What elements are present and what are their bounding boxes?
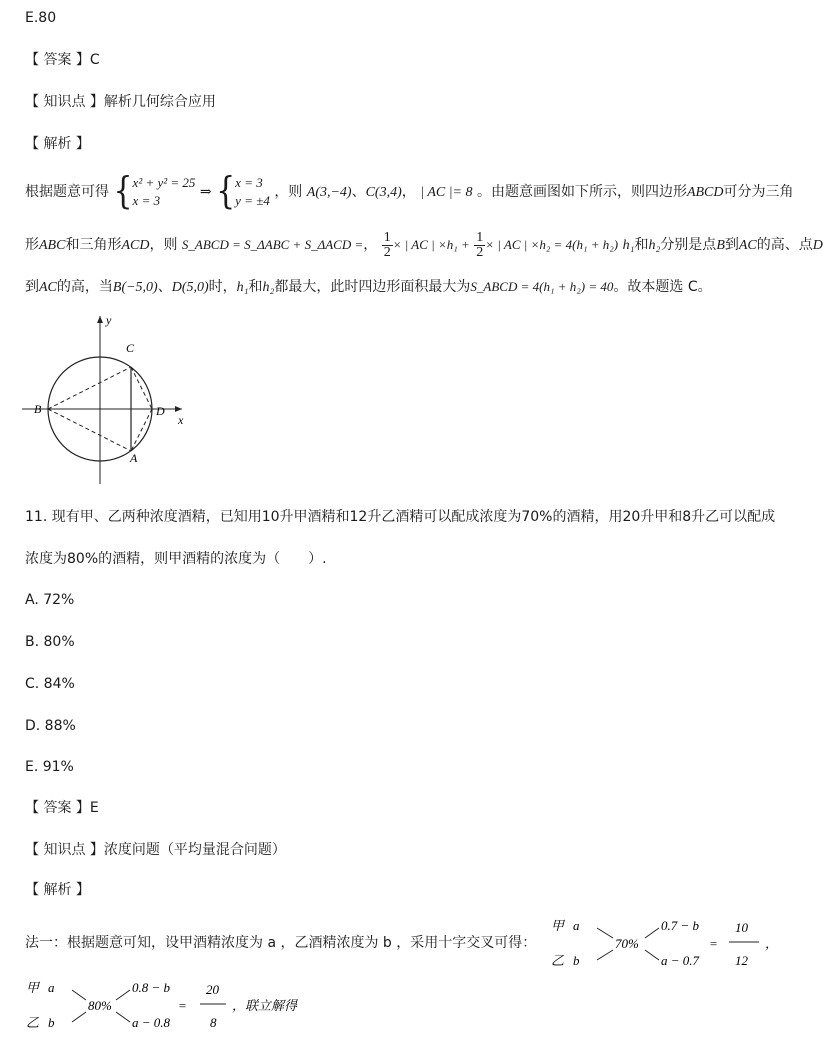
analysis-label-11: 【 解析 】	[25, 882, 90, 898]
option-a: A. 72%	[25, 592, 75, 608]
svg-text:甲: 甲	[551, 918, 565, 933]
equation-system-2: x = 3 y = ±4	[235, 175, 270, 208]
segment-ba	[48, 409, 131, 451]
ac-length: | AC |= 8	[420, 185, 473, 200]
svg-text:b: b	[48, 1015, 55, 1030]
label-b: B	[34, 402, 42, 416]
point-a-coord: A(3,−4)	[306, 185, 352, 200]
svg-text:70%: 70%	[615, 936, 639, 951]
cross-diagram-2	[20, 974, 320, 1036]
knowledge-prev: 【 知识点 】解析几何综合应用	[25, 94, 216, 110]
answer-11: 【 答案 】E	[25, 800, 99, 816]
svg-text:0.8 − b: 0.8 − b	[132, 980, 171, 995]
area-equation: S_ABCD = S_ΔABC + S_ΔACD =	[181, 237, 364, 252]
svg-text:a: a	[48, 980, 55, 995]
label-c: C	[126, 341, 135, 355]
svg-text:，: ，	[765, 936, 779, 951]
option-d: D. 88%	[25, 718, 76, 734]
label-y: y	[106, 313, 112, 327]
svg-text:8: 8	[210, 1015, 217, 1030]
analysis-para-1: 根据题意可得 { x² + y² = 25 x = 3 ⇒ { x = 3 y = ±4 ，则 A(3,−4)、C(3,4)， | AC |= 8 。由题意画图如下所示，则四边形ABCD可分为三角	[25, 169, 794, 214]
svg-text:12: 12	[735, 953, 748, 968]
knowledge-11: 【 知识点 】浓度问题（平均量混合问题）	[25, 842, 286, 858]
point-c-coord: C(3,4)	[365, 185, 402, 200]
svg-text:20: 20	[206, 982, 219, 997]
option-c: C. 84%	[25, 676, 75, 692]
cross-diagram-1	[545, 912, 785, 974]
svg-text:=: =	[709, 936, 718, 951]
svg-text:0.7 − b: 0.7 − b	[661, 918, 700, 933]
label-x: x	[178, 413, 184, 427]
implies-arrow: ⇒	[199, 185, 212, 200]
svg-text:甲: 甲	[26, 980, 40, 995]
analysis-label-prev: 【 解析 】	[25, 136, 90, 152]
circle-quadrilateral-figure	[22, 312, 197, 492]
svg-text:乙: 乙	[551, 953, 565, 968]
analysis-para-3: 到AC的高，当B(−5,0)、D(5,0)时，h₁和h₂都最大，此时四边形面积最大为S_ABCD = 4(h₁ + h₂) = 40。故本题选 C。	[25, 279, 712, 295]
label-d: D	[156, 404, 165, 418]
option-e-prev: E.80	[25, 10, 57, 26]
answer-prev: 【 答案 】C	[25, 52, 100, 68]
svg-text:a: a	[573, 918, 580, 933]
option-b: B. 80%	[25, 634, 75, 650]
question-11-line-2: 浓度为80%的酒精，则甲酒精的浓度为（ ）.	[25, 551, 327, 567]
analysis-para-2: 形ABC和三角形ACD，则 S_ABCD = S_ΔABC + S_ΔACD =， $\frac{1}{2}$ × | AC | ×h₁ + $\frac{1}{2}$ × | AC | ×h₂ = 4(h₁ + h₂) h₁和h₂分别是点B到AC的高、点D	[25, 229, 823, 260]
svg-text:，联立解得: ，联立解得	[232, 999, 298, 1014]
method-1-text: 法一：根据题意可知，设甲酒精浓度为 a ，乙酒精浓度为 b ，采用十字交叉可得：	[25, 935, 537, 951]
half-fraction-2: $\frac{1}{2}$	[476, 229, 484, 260]
svg-text:b: b	[573, 953, 580, 968]
svg-text:a − 0.8: a − 0.8	[132, 1015, 171, 1030]
svg-text:乙: 乙	[26, 1015, 40, 1030]
question-11-line-1: 11. 现有甲、乙两种浓度酒精，已知用10升甲酒精和12升乙酒精可以配成浓度为70%的酒精，用20升甲和8升乙可以配成	[25, 509, 776, 525]
svg-text:80%: 80%	[88, 998, 112, 1013]
segment-da	[131, 409, 152, 451]
svg-text:10: 10	[735, 920, 748, 935]
option-e: E. 91%	[25, 759, 74, 775]
segment-bc	[48, 367, 131, 409]
equation-system-1: x² + y² = 25 x = 3	[132, 175, 196, 208]
half-fraction-1: $\frac{1}{2}$	[383, 229, 391, 260]
segment-cd	[131, 367, 152, 409]
svg-text:a − 0.7: a − 0.7	[661, 953, 700, 968]
left-brace: {	[113, 169, 133, 214]
left-brace: {	[216, 169, 236, 214]
svg-text:=: =	[178, 998, 187, 1013]
label-a: A	[130, 451, 138, 465]
